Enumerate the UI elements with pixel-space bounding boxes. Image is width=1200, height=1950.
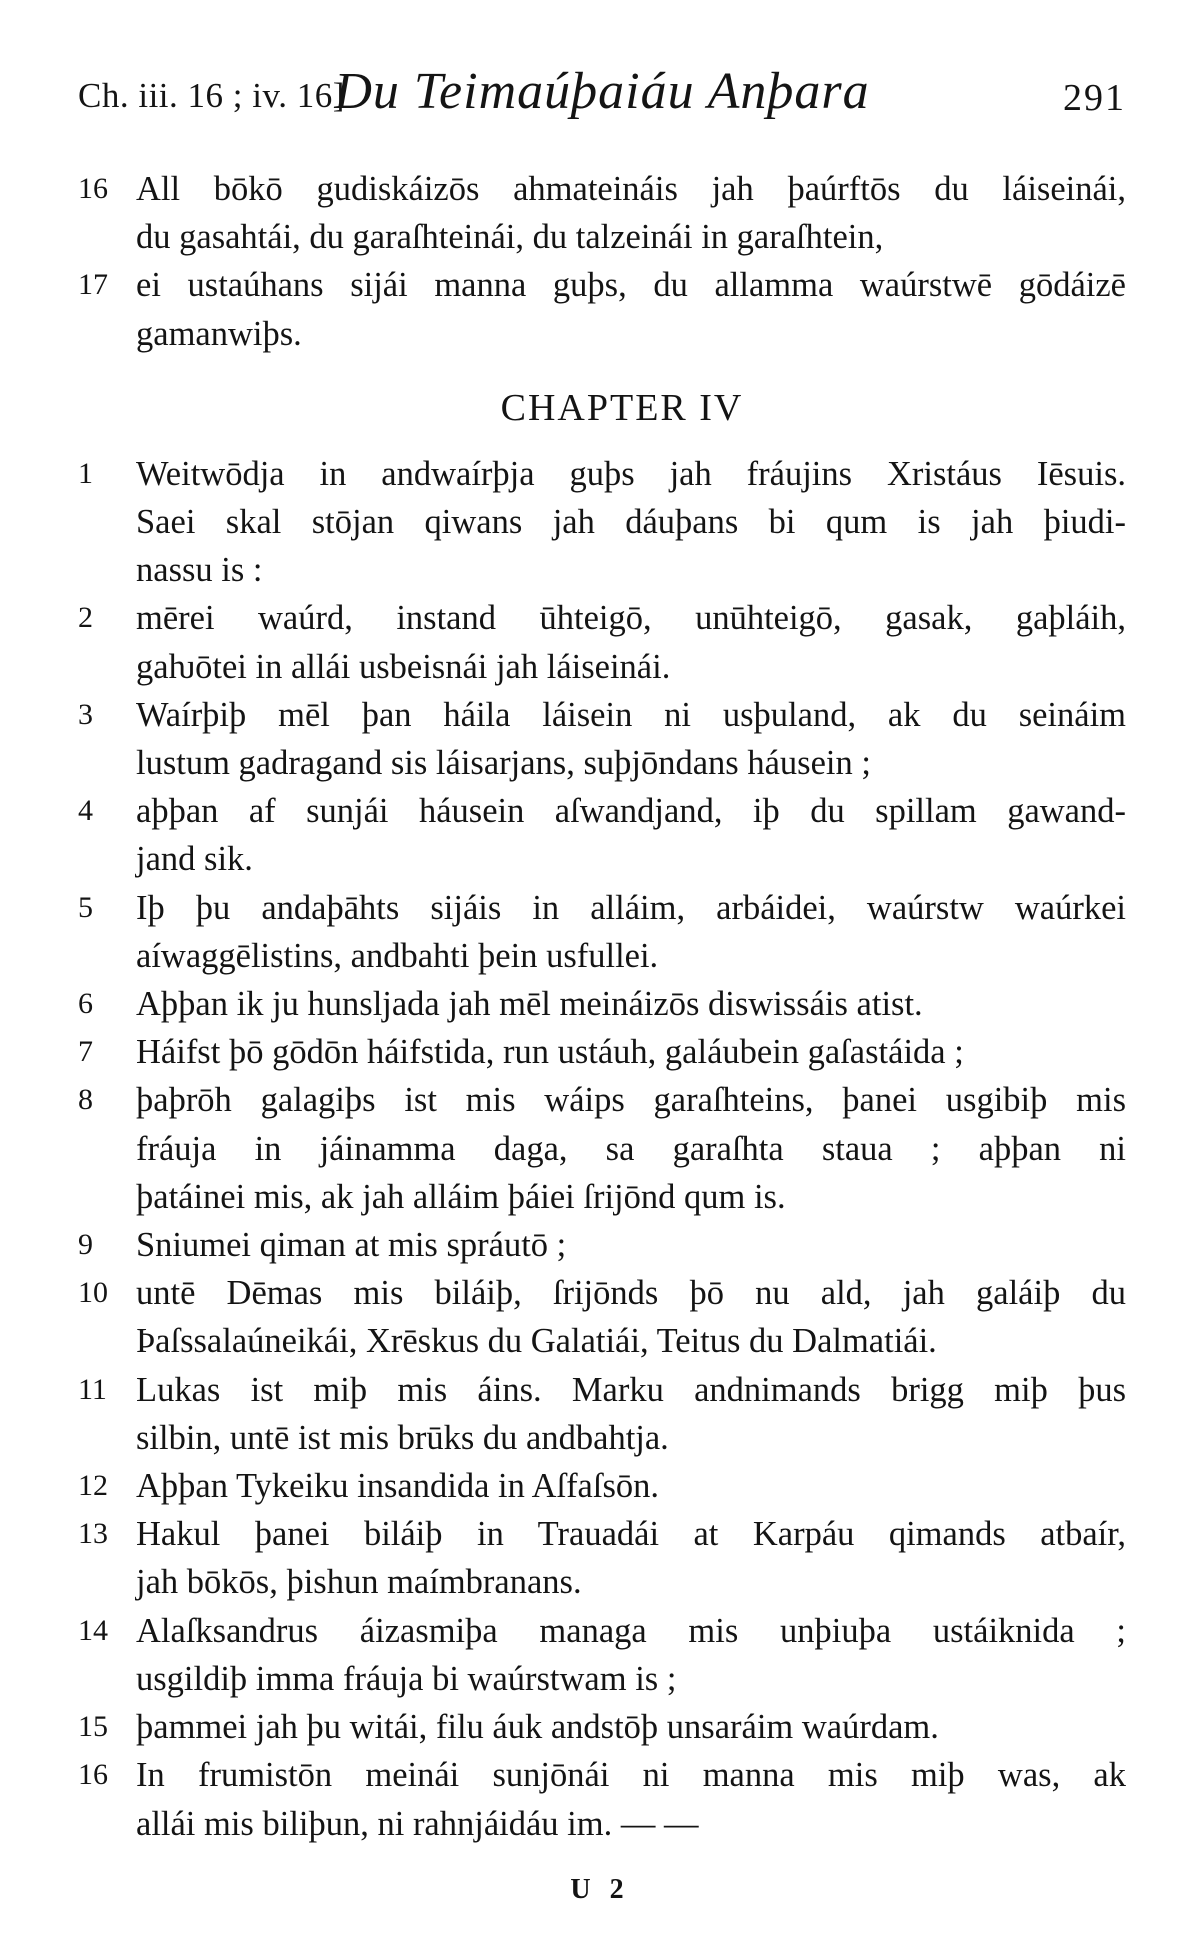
verse-number: 13 <box>78 1517 108 1551</box>
verse-line: fráuja in jáinamma daga, sa garaſhta staua ; aþþan ni <box>136 1129 1126 1168</box>
verse-number: 12 <box>78 1469 108 1503</box>
verse-line: nassu is : <box>136 551 263 590</box>
verse-line: Waírþiþ mēl þan háila láisein ni usþuland, ak du seináim <box>136 695 1126 734</box>
verse-line: Lukas ist miþ mis áins. Marku andnimands brigg miþ þus <box>136 1370 1126 1409</box>
verse-line: All bōkō gudiskáizōs ahmateináis jah þaúrftōs du láiseinái, <box>136 170 1126 208</box>
verse-number: 5 <box>78 890 93 924</box>
verse <box>78 884 1126 980</box>
verse-number: 2 <box>78 601 93 635</box>
verse-line: Aþþan Tykeiku insandida in Aſfaſsōn. <box>136 1467 660 1506</box>
verse-number: 7 <box>78 1035 93 1069</box>
verse-number: 4 <box>78 794 93 828</box>
verse-line: jah bōkōs, þishun maímbranans. <box>136 1563 582 1602</box>
verse <box>78 980 1126 1028</box>
verse <box>78 1028 1126 1076</box>
verse <box>78 1221 1126 1269</box>
verse-number: 10 <box>78 1276 108 1310</box>
verse-number: 6 <box>78 987 93 1021</box>
chapter-reference: Ch. iii. 16 ; iv. 16] <box>78 76 345 115</box>
verse-line: Iþ þu andaþāhts sijáis in alláim, arbáidei, waúrstw waúrkei <box>136 888 1126 927</box>
verse-line: In frumistōn meinái sunjōnái ni manna mis miþ was, ak <box>136 1756 1126 1795</box>
verse-line: Þaſssalaúneikái, Xrēskus du Galatiái, Teitus du Dalmatiái. <box>136 1322 937 1361</box>
running-title: Du Teimaúþaiáu Anþara <box>334 63 870 120</box>
verse <box>78 1269 1126 1365</box>
verse-number: 1 <box>78 456 93 490</box>
verse-line: ei ustaúhans sijái manna guþs, du allamma waúrstwē gōdáizē <box>136 266 1126 305</box>
verse-number: 16 <box>78 1758 108 1792</box>
verse-line: Alaſksandrus áizasmiþa managa mis unþiuþa ustáiknida ; <box>136 1611 1126 1650</box>
chapter-iv-verses <box>78 450 1126 1848</box>
verse <box>78 1462 1126 1510</box>
verse <box>78 1607 1126 1703</box>
verse <box>78 1076 1126 1221</box>
verse-number: 14 <box>78 1613 108 1647</box>
verse-line: lustum gadragand sis láisarjans, suþjōndans háusein ; <box>136 744 871 783</box>
verse-line: mērei waúrd, instand ūhteigō, unūhteigō, gasak, gaþláih, <box>136 599 1126 638</box>
verse-number: 17 <box>78 268 108 302</box>
verse-line: Saei skal stōjan qiwans jah dáuþans bi qum is jah þiudi- <box>136 503 1126 542</box>
verse <box>78 1366 1126 1462</box>
verse <box>78 594 1126 690</box>
verse <box>78 450 1126 595</box>
verse-line: Weitwōdja in andwaírþja guþs jah fráujins Xristáus Iēsuis. <box>136 454 1126 493</box>
verse-line: Hakul þanei biláiþ in Trauadái at Karpáu qimands atbaír, <box>136 1515 1126 1554</box>
verse-line: du gasahtái, du garaſhteinái, du talzeinái in garaſhtein, <box>136 218 884 257</box>
verse-number: 9 <box>78 1228 93 1262</box>
verse-line: untē Dēmas mis biláiþ, ſrijōnds þō nu ald, jah galáiþ du <box>136 1274 1126 1313</box>
verse <box>78 1510 1126 1606</box>
verse-number: 11 <box>78 1372 107 1406</box>
verse <box>78 1703 1126 1751</box>
verse-line: gaƕōtei in allái usbeisnái jah láiseinái. <box>136 647 671 686</box>
verse-line: aþþan af sunjái háusein aſwandjand, iþ du spillam gawand- <box>136 792 1126 831</box>
verse-line: Aþþan ik ju hunsljada jah mēl meináizōs diswissáis atist. <box>136 985 923 1024</box>
page-number: 291 <box>1063 77 1126 119</box>
verse-line: þatáinei mis, ak jah alláim þáiei ſrijōnd qum is. <box>136 1177 786 1216</box>
verse <box>78 787 1126 883</box>
verse-number: 15 <box>78 1710 108 1744</box>
verse-line: usgildiþ imma fráuja bi waúrstwam is ; <box>136 1659 677 1698</box>
verse-line: gamanwiþs. <box>136 314 302 353</box>
signature-mark: U 2 <box>570 1874 630 1905</box>
verse <box>78 691 1126 787</box>
verse-number: 16 <box>78 172 108 205</box>
chapter-iii-verses <box>78 165 1126 358</box>
verse-line: þaþrōh galagiþs ist mis wáips garaſhteins, þanei usgibiþ mis <box>136 1081 1126 1120</box>
verse-number: 8 <box>78 1083 93 1117</box>
text-body <box>78 165 1126 1848</box>
running-head <box>78 62 1126 132</box>
verse-line: Háifst þō gōdōn háifstida, run ustáuh, galáubein gaſastáida ; <box>136 1033 964 1072</box>
verse-line: jand sik. <box>136 840 253 879</box>
verse-line: silbin, untē ist mis brūks du andbahtja. <box>136 1418 669 1457</box>
verse-line: aíwaggēlistins, andbahti þein usfullei. <box>136 936 659 975</box>
verse <box>78 261 1126 357</box>
verse-line: allái mis biliþun, ni rahnjáidáu im. — — <box>136 1804 699 1843</box>
chapter-heading: CHAPTER IV <box>500 386 744 429</box>
verse <box>78 165 1126 261</box>
verse-number: 3 <box>78 697 93 731</box>
verse <box>78 1751 1126 1847</box>
verse-line: þammei jah þu witái, filu áuk andstōþ unsaráim waúrdam. <box>136 1708 939 1747</box>
verse-line: Sniumei qiman at mis spráutō ; <box>136 1226 567 1265</box>
